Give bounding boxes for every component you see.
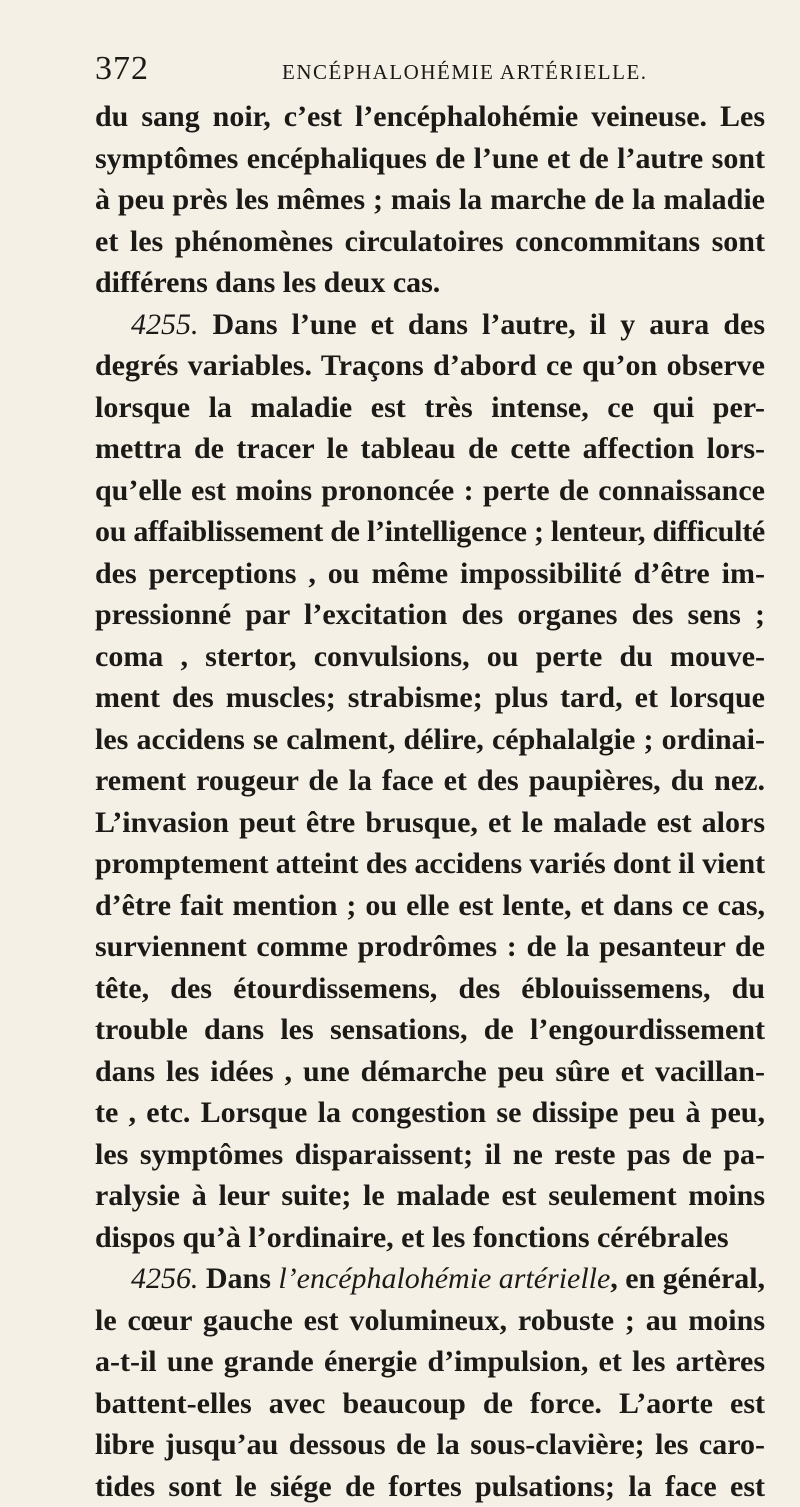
paragraph-4256-first-line — [95, 1258, 765, 1300]
page-number: 372 — [95, 50, 149, 88]
text-line: symptômes encéphaliques de l’une et de l’autre sont — [95, 138, 765, 180]
running-title: ENCÉPHALOHÉMIE ARTÉRIELLE. — [282, 60, 648, 85]
text-line: ralysie à leur suite; le malade est seulement moins — [95, 1175, 765, 1217]
paragraph-4255-first-line — [95, 304, 765, 346]
text-line: des perceptions , ou même impossibilité d’être im- — [95, 553, 765, 595]
text-line: à peu près les mêmes ; mais la marche de la maladie — [95, 179, 765, 221]
text-line: degrés variables. Traçons d’abord ce qu’on observe — [95, 345, 765, 387]
text-line: mettra de tracer le tableau de cette affection lors- — [95, 428, 765, 470]
text-line: tête, des étourdissemens, des éblouissemens, du — [95, 968, 765, 1010]
text-line: dispos qu’à l’ordinaire, et les fonctions cérébrales — [95, 1217, 765, 1259]
text-fragment: Dans l’une et dans l’autre, il y aura des — [213, 308, 765, 341]
text-line: L’invasion peut être brusque, et le malade est alors — [95, 802, 765, 844]
text-line: libre jusqu’au dessous de la sous-clavière; les caro- — [95, 1424, 765, 1466]
text-fragment: Dans — [206, 1262, 278, 1295]
text-line: tides sont le siége de fortes pulsations; la face est — [95, 1466, 765, 1507]
paragraph-number: 4256. — [131, 1262, 198, 1295]
text-line: ou affaiblissement de l’intelligence ; lenteur, difficulté — [95, 511, 765, 553]
body-text — [95, 96, 765, 1507]
italic-term: l’encéphalohémie artérielle — [278, 1262, 610, 1295]
text-line: lorsque la maladie est très intense, ce qui per- — [95, 387, 765, 429]
text-line: du sang noir, c’est l’encéphalohémie veineuse. Les — [95, 96, 765, 138]
text-line: rement rougeur de la face et des paupières, du nez. — [95, 760, 765, 802]
text-line: d’être fait mention ; ou elle est lente, et dans ce cas, — [95, 885, 765, 927]
text-line: trouble dans les sensations, de l’engourdissement — [95, 1009, 765, 1051]
text-line: te , etc. Lorsque la congestion se dissipe peu à peu, — [95, 1092, 765, 1134]
text-line: qu’elle est moins prononcée : perte de connaissance — [95, 470, 765, 512]
text-line: pressionné par l’excitation des organes des sens ; — [95, 594, 765, 636]
text-line: a-t-il une grande énergie d’impulsion, et les artères — [95, 1341, 765, 1383]
running-head — [95, 50, 755, 90]
text-line: le cœur gauche est volumineux, robuste ; au moins — [95, 1300, 765, 1342]
text-line: dans les idées , une démarche peu sûre et vacillan- — [95, 1051, 765, 1093]
text-line: et les phénomènes circulatoires concommitans sont — [95, 221, 765, 263]
text-line: ment des muscles; strabisme; plus tard, et lorsque — [95, 677, 765, 719]
text-line: battent-elles avec beaucoup de force. L’aorte est — [95, 1383, 765, 1425]
text-line: coma , stertor, convulsions, ou perte du mouve- — [95, 636, 765, 678]
text-line: les accidens se calment, délire, céphalalgie ; ordinai- — [95, 719, 765, 761]
text-line: surviennent comme prodrômes : de la pesanteur de — [95, 926, 765, 968]
text-fragment: , en général, — [610, 1262, 765, 1295]
text-line: les symptômes disparaissent; il ne reste pas de pa- — [95, 1134, 765, 1176]
text-line: promptement atteint des accidens variés dont il vient — [95, 843, 765, 885]
paragraph-number: 4255. — [131, 308, 199, 341]
text-line: différens dans les deux cas. — [95, 262, 765, 304]
